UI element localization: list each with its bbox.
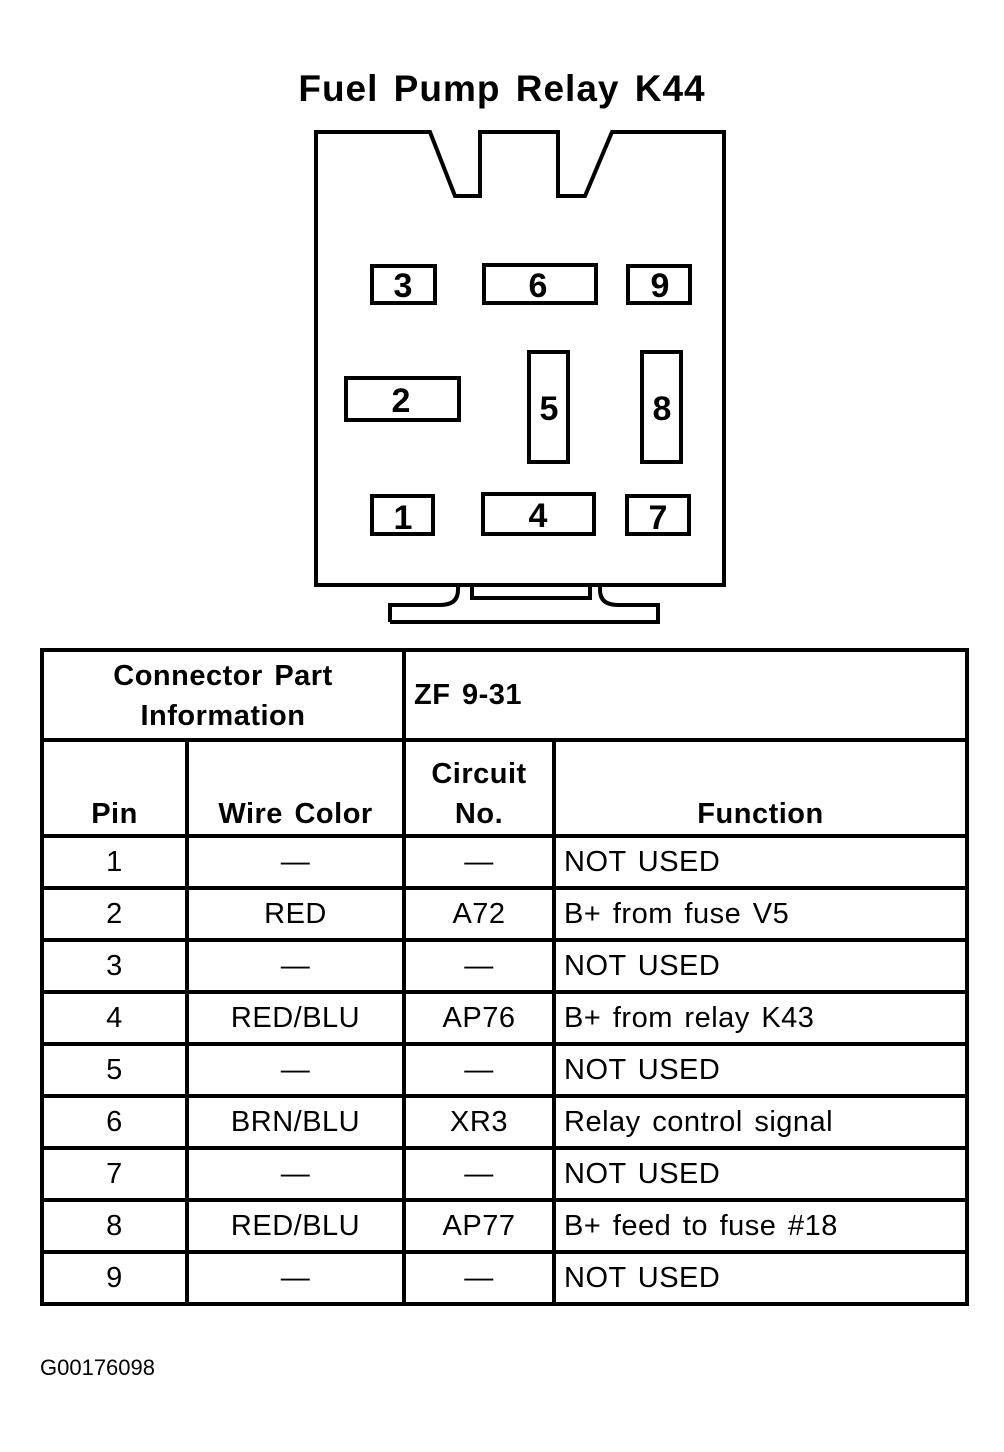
- cell-wire-color: RED/BLU: [187, 1200, 404, 1252]
- cell-wire-color: RED: [187, 888, 404, 940]
- table-row: [42, 1200, 967, 1252]
- header-circuit-no: [404, 740, 554, 836]
- pin-label: 3: [393, 267, 413, 305]
- pin-cavity-4: [483, 494, 594, 535]
- header-function: Function: [554, 740, 967, 836]
- table-header-row: [42, 740, 967, 836]
- cell-pin: 3: [42, 940, 187, 992]
- header-pin: Pin: [42, 740, 187, 836]
- cell-pin: 2: [42, 888, 187, 940]
- cell-function: NOT USED: [554, 1252, 967, 1304]
- connector-part-info-row: [42, 650, 967, 740]
- connector-face-diagram: [0, 0, 1004, 640]
- cell-wire-color: —: [187, 1044, 404, 1096]
- cell-pin: 9: [42, 1252, 187, 1304]
- cell-circuit: AP76: [404, 992, 554, 1044]
- cell-wire-color: —: [187, 940, 404, 992]
- table-row: [42, 836, 967, 888]
- cell-wire-color: RED/BLU: [187, 992, 404, 1044]
- cell-function: B+ from fuse V5: [554, 888, 967, 940]
- cell-circuit: XR3: [404, 1096, 554, 1148]
- cell-function: NOT USED: [554, 1148, 967, 1200]
- pin-cavity-7: [627, 496, 689, 537]
- table-row: [42, 1148, 967, 1200]
- pin-label: 8: [652, 390, 672, 428]
- connector-pin-table: [40, 648, 969, 1306]
- cell-pin: 1: [42, 836, 187, 888]
- pin-cavity-2: [346, 378, 459, 420]
- cell-wire-color: —: [187, 836, 404, 888]
- cell-pin: 7: [42, 1148, 187, 1200]
- header-circuit-line1: Circuit: [431, 758, 527, 790]
- diagram-title: Fuel Pump Relay K44: [298, 68, 706, 109]
- table-row: [42, 1096, 967, 1148]
- table-row: [42, 992, 967, 1044]
- cell-circuit: AP77: [404, 1200, 554, 1252]
- cell-circuit: —: [404, 1252, 554, 1304]
- pin-label: 6: [528, 267, 548, 305]
- pin-label: 5: [539, 390, 559, 428]
- header-circuit-line2: No.: [454, 798, 504, 830]
- cell-function: B+ from relay K43: [554, 992, 967, 1044]
- cell-function: B+ feed to fuse #18: [554, 1200, 967, 1252]
- cell-circuit: —: [404, 1044, 554, 1096]
- cell-circuit: —: [404, 940, 554, 992]
- table-row: [42, 1252, 967, 1304]
- cell-circuit: —: [404, 1148, 554, 1200]
- cell-pin: 8: [42, 1200, 187, 1252]
- connector-latch: [390, 585, 658, 622]
- cell-circuit: —: [404, 836, 554, 888]
- figure-id: G00176098: [40, 1355, 155, 1380]
- header-wire-color: Wire Color: [187, 740, 404, 836]
- pin-cavity-3: [372, 266, 435, 305]
- connector-part-info-label: [42, 650, 404, 740]
- cell-pin: 5: [42, 1044, 187, 1096]
- cell-wire-color: —: [187, 1148, 404, 1200]
- pin-label: 7: [648, 499, 668, 537]
- connector-part-number: ZF 9-31: [404, 650, 967, 740]
- pin-cavity-1: [372, 496, 433, 537]
- pin-label: 1: [393, 499, 413, 537]
- table-row: [42, 888, 967, 940]
- pin-label: 4: [528, 497, 548, 535]
- cell-function: NOT USED: [554, 836, 967, 888]
- cell-pin: 4: [42, 992, 187, 1044]
- pin-label: 9: [650, 267, 670, 305]
- connector-part-info-line1: Connector Part: [113, 660, 333, 692]
- cell-circuit: A72: [404, 888, 554, 940]
- cell-function: NOT USED: [554, 1044, 967, 1096]
- pin-cavity-9: [628, 266, 690, 305]
- pin-cavity-6: [484, 265, 596, 305]
- table-row: [42, 940, 967, 992]
- table-row: [42, 1044, 967, 1096]
- pin-label: 2: [391, 382, 411, 420]
- pin-cavity-8: [642, 352, 681, 462]
- cell-pin: 6: [42, 1096, 187, 1148]
- cell-wire-color: BRN/BLU: [187, 1096, 404, 1148]
- cell-function: NOT USED: [554, 940, 967, 992]
- cell-wire-color: —: [187, 1252, 404, 1304]
- pin-cavity-5: [529, 352, 568, 462]
- connector-part-info-line2: Information: [140, 700, 306, 732]
- cell-function: Relay control signal: [554, 1096, 967, 1148]
